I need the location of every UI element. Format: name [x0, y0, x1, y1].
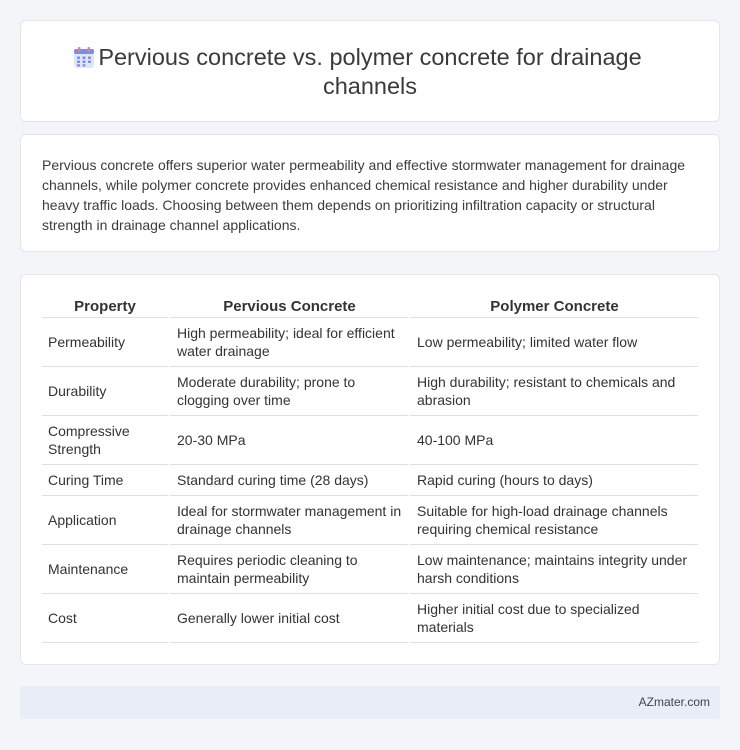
table-row [42, 367, 698, 416]
title-card [20, 20, 720, 122]
polymer-cell: 40-100 MPa [408, 416, 698, 465]
footer-brand[interactable]: AZmater.com [638, 695, 710, 709]
polymer-cell: Rapid curing (hours to days) [408, 465, 698, 496]
comparison-table [42, 293, 698, 643]
property-cell: Durability [42, 367, 168, 416]
table-row [42, 318, 698, 367]
pervious-cell: Moderate durability; prone to clogging over time [168, 367, 408, 416]
pervious-cell: High permeability; ideal for efficient water drainage [168, 318, 408, 367]
property-cell: Compressive Strength [42, 416, 168, 465]
header-pervious-concrete: Pervious Concrete [168, 293, 408, 318]
pervious-cell: 20-30 MPa [168, 416, 408, 465]
footer-bar [20, 686, 720, 719]
property-cell: Permeability [42, 318, 168, 367]
table-header-row [42, 293, 698, 318]
summary-card [20, 134, 720, 252]
property-cell: Maintenance [42, 545, 168, 594]
property-cell: Cost [42, 594, 168, 643]
table-row [42, 545, 698, 594]
summary-text: Pervious concrete offers superior water permeability and effective stormwater management for drainage channels, while polymer concrete provides enhanced chemical resistance and higher durability under heavy traffic loads. Choosing between them depends on prioritizing infiltration capacity or structural strength in drainage channel applications. [42, 157, 686, 233]
pervious-cell: Generally lower initial cost [168, 594, 408, 643]
header-polymer-concrete: Polymer Concrete [408, 293, 698, 318]
table-row [42, 416, 698, 465]
property-cell: Application [42, 496, 168, 545]
table-row [42, 594, 698, 643]
polymer-cell: Low maintenance; maintains integrity under harsh conditions [408, 545, 698, 594]
property-cell: Curing Time [42, 465, 168, 496]
table-row [42, 496, 698, 545]
pervious-cell: Requires periodic cleaning to maintain permeability [168, 545, 408, 594]
polymer-cell: Higher initial cost due to specialized materials [408, 594, 698, 643]
pervious-cell: Ideal for stormwater management in drainage channels [168, 496, 408, 545]
polymer-cell: High durability; resistant to chemicals and abrasion [408, 367, 698, 416]
polymer-cell: Suitable for high-load drainage channels requiring chemical resistance [408, 496, 698, 545]
comparison-table-card [20, 274, 720, 665]
page-title: Pervious concrete vs. polymer concrete for drainage channels [98, 44, 642, 99]
polymer-cell: Low permeability; limited water flow [408, 318, 698, 367]
pervious-cell: Standard curing time (28 days) [168, 465, 408, 496]
header-property: Property [42, 293, 168, 318]
table-row [42, 465, 698, 496]
